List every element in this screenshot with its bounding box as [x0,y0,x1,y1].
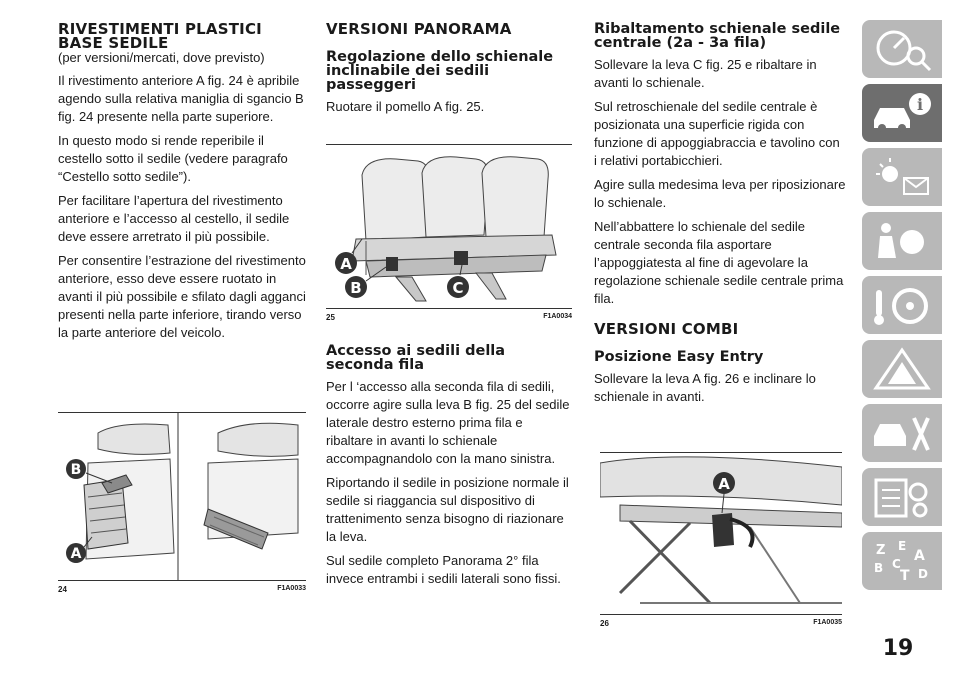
section-subheading: (per versioni/mercati, dove previsto) [58,50,265,65]
figure-26 [600,452,842,631]
subsection-title: Ribaltamento schienale sedile centrale (2a - 3a fila) [594,21,841,51]
alphabetical-index-icon [870,538,934,584]
steering-wheel-key-icon [870,282,934,328]
svg-text:A: A [914,548,925,564]
paragraph: Per facilitare l’apertura del rivestimento anteriore e l’accesso al cestello, il sedile deve essere arretrato il più possibile. [58,193,290,244]
paragraph: Per consentire l’estrazione del rivestimento anteriore, esso deve essere ruotato in avanti il più possibile e sfilato dagli agganci presenti nella parte inferiore, tirando verso la parte anteriore del veicolo. [58,253,306,340]
svg-text:C: C [892,557,901,571]
figure-number: 25 [326,313,335,322]
figure-labels [58,413,306,581]
tab-car-info[interactable] [862,84,942,142]
paragraph: Ruotare il pomello A fig. 25. [326,99,485,114]
car-info-icon [870,90,934,136]
label-b-text: B [350,279,362,297]
figure-caption [58,580,306,597]
label-a-text: A [70,546,82,562]
figure-25 [326,144,572,325]
paragraph: Sul sedile completo Panorama 2° fila invece entrambi i sedili laterali sono fissi. [326,553,561,586]
section-heading: RIVESTIMENTI PLASTICI BASE SEDILE [58,20,262,52]
paragraph: In questo modo si rende reperibile il cestello sotto il sedile (vedere paragrafo “Cestello sotto sedile”). [58,133,288,184]
paragraph: Sollevare la leva A fig. 26 e inclinare lo schienale in avanti. [594,371,816,404]
svg-text:D: D [918,567,928,581]
tab-maintenance[interactable] [862,404,942,462]
column-3 [594,22,846,412]
subsection-title: Posizione Easy Entry [594,349,764,365]
svg-text:Z: Z [876,543,886,558]
paragraph: Sul retroschienale del sedile centrale è posizionata una superficie rigida con funzione di appoggiabraccia e tavolino con i relativi portabicchieri. [594,99,840,168]
tab-index[interactable] [862,532,942,590]
subsection-title: Accesso ai sedili della seconda fila [326,343,506,373]
figure-24 [58,412,306,597]
label-c-text: C [452,279,464,297]
emergency-triangle-icon [870,346,934,392]
figure-number: 24 [58,585,67,594]
svg-text:B: B [874,561,884,575]
tab-starting-driving[interactable] [862,276,942,334]
tab-warning-lights[interactable] [862,148,942,206]
column-2 [326,22,572,122]
svg-text:E: E [898,539,907,553]
airbag-safety-icon [870,218,934,264]
tab-safety[interactable] [862,212,942,270]
paragraph: Il rivestimento anteriore A fig. 24 è apribile agendo sulla relativa maniglia di sgancio B fig. 24 presente nella parte superiore. [58,73,304,124]
figure-number: 26 [600,619,609,628]
subsection-title: Regolazione dello schienale inclinabile dei sedili passeggeri [326,49,554,93]
figure-caption [600,614,842,631]
section-heading: VERSIONI PANORAMA [326,20,512,38]
technical-data-icon [870,474,934,520]
figure-code: F1A0034 [543,313,572,320]
column-2-lower [326,344,572,594]
paragraph: Per l ‘accesso alla seconda fila di sedili, occorre agire sulla leva B fig. 25 del sedile laterale destro esterno prima fila e ribaltare in avanti lo schienale accompagnandolo con la mano sinistra. [326,379,570,466]
paragraph: Agire sulla medesima leva per riposizionare lo schienale. [594,177,846,210]
svg-text:T: T [900,568,910,584]
column-1 [58,22,306,348]
warning-light-icon [870,154,934,200]
label-a-text: A [340,255,352,273]
dashboard-search-icon [870,26,934,72]
section-heading: VERSIONI COMBI [594,320,739,338]
paragraph: Sollevare la leva C fig. 25 e ribaltare in avanti lo schienale. [594,57,817,90]
tab-technical-data[interactable] [862,468,942,526]
label-b-text: B [70,462,82,478]
figure-caption [326,308,572,325]
figure-labels [600,453,842,615]
figure-labels [326,145,572,309]
label-a-text: A [718,475,730,493]
svg-text:i: i [916,95,924,114]
figure-code: F1A0033 [277,585,306,592]
chapter-sidebar [862,20,942,596]
car-maintenance-icon [870,410,934,456]
tab-emergency[interactable] [862,340,942,398]
page-number: 19 [882,636,914,661]
figure-code: F1A0035 [813,619,842,626]
tab-dashboard[interactable] [862,20,942,78]
paragraph: Nell’abbattere lo schienale del sedile centrale seconda fila asportare l’appoggiatesta al fine di agevolare la regolazione schienale sedile centrale prima fila. [594,219,844,306]
paragraph: Riportando il sedile in posizione normale il sedile si riaggancia sul dispositivo di trattenimento senza bisogno di riazionare la leva. [326,475,569,544]
